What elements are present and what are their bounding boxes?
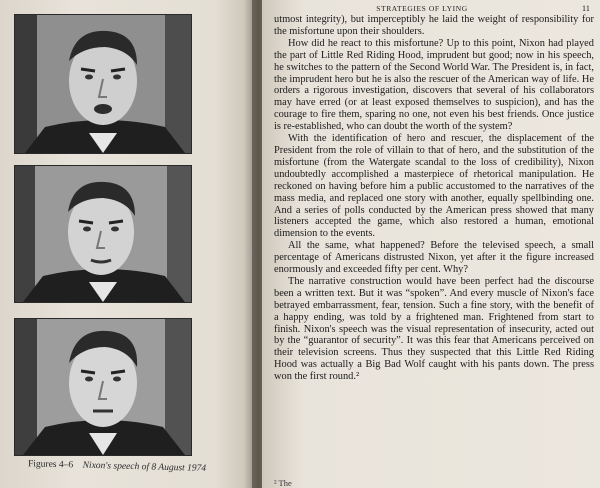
portrait-photo-2 [15,166,191,302]
portrait-photo-3 [15,319,191,455]
tv-still-2 [14,165,192,303]
paragraph-4: All the same, what happened? Before the televised speech, a small percentage of Americans distrusted Nixon, yet after it the figure increased enormously and exceeded fifty per cent. Why? [274,240,594,276]
figure-caption [28,459,238,474]
right-page [262,0,600,488]
footnote: ² The [274,478,292,488]
portrait-photo-1 [15,15,191,153]
page-number: 11 [581,3,590,13]
body-text [274,14,594,383]
caption-text: Nixon's speech of 8 August 1974 [82,460,207,474]
tv-still-1 [14,14,192,154]
running-head: STRATEGIES OF LYING [376,4,468,13]
paragraph-5: The narrative construction would have been perfect had the discourse been a written text. But it was “spoken”. And every muscle of Nixon's face betrayed embarrassment, fear, tension. Such a fine story, with the benefit of a happy ending, was told by a frightened man. Frightened from start to finish. Nixon's speech was the visual representation of insecurity, acted out by the “guarantor of security”. It was this fear that Americans perceived on their television screens. Thus they suspected that this Little Red Riding Hood was actually a Big Bad Wolf caught with his pants down. The press won the first round.² [274,275,594,383]
tv-still-3 [14,318,192,456]
left-page [0,0,252,488]
paragraph-2: How did he react to this misfortune? Up to this point, Nixon had played the part of Little Red Riding Hood, imprudent but good; now in his speech, he switches to the pattern of the Second World War. The President is, in fact, the imprudent hero but he is also the rescuer of the American way of life. He orders a rigorous investigation, discovers that several of his collaborators may have erred (or at least exposed themselves to suspicion), and has the courage to fire them, sparing no one, not even his best friends. Once justice is re-established, who can doubt the worth of the system? [274,37,594,133]
paragraph-3: With the identification of hero and rescuer, the displacement of the President from the role of villain to that of hero, and the substitution of the misfortune (from the Watergate scandal to the loss of credibility), Nixon undoubtedly accomplished a masterpiece of rhetorical manipulation. He reckoned on having before him a public accustomed to the narratives of the mass media, and replaced one story with another, equally spellbinding one. And a series of polls conducted by the American press showed that many listeners accepted the game, which also restored a human, emotional dimension to the events. [274,133,594,240]
paragraph-1: utmost integrity), but imperceptibly he laid the weight of responsibility for the misfortune upon their shoulders. [274,14,594,37]
caption-label: Figures 4–6 [27,459,74,471]
